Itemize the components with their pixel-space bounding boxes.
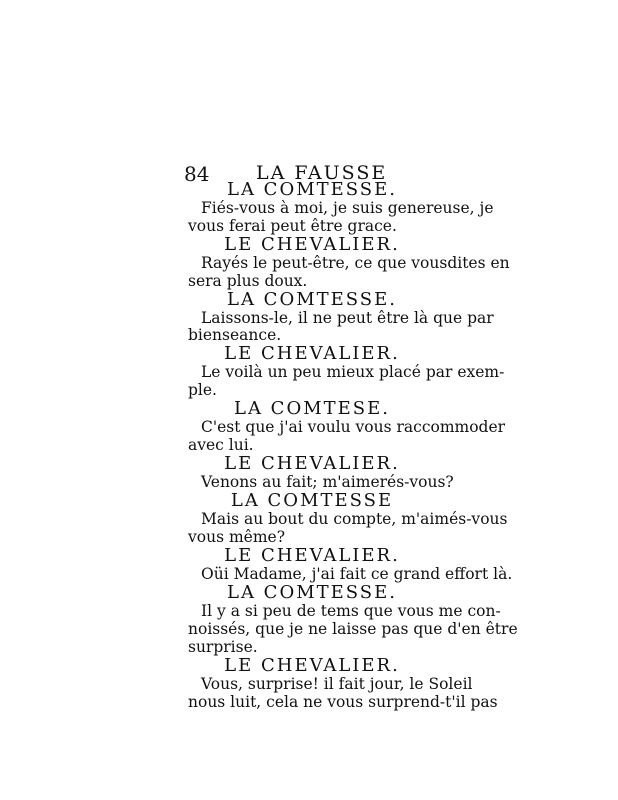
speaker-name: LA COMTESSE. [227, 582, 397, 603]
speaker-name: LA COMTESSE. [227, 289, 397, 310]
running-title: LA FAUSSE [256, 162, 388, 184]
speaker-name: LE CHEVALIER. [224, 234, 400, 255]
dialogue-line: Mais au bout du compte, m'aimés-vous [201, 510, 508, 528]
dialogue-line: nous luit, cela ne vous surprend-t'il pas [188, 693, 498, 711]
dialogue-line: vous ferai peut être grace. [188, 217, 397, 235]
dialogue-line: Il y a si peu de tems que vous me con- [201, 602, 501, 620]
dialogue-line: C'est que j'ai voulu vous raccommoder [201, 418, 506, 436]
dialogue-line: bienseance. [188, 326, 282, 344]
dialogue-line: Le voilà un peu mieux placé par exem- [201, 363, 505, 381]
dialogue-line: surprise. [188, 638, 258, 656]
dialogue-line: noissés, que je ne laisse pas que d'en être [188, 620, 518, 638]
dialogue-line: Fiés-vous à moi, je suis genereuse, je [201, 199, 494, 217]
speaker-name: LA COMTESE. [234, 398, 390, 419]
dialogue-line: sera plus doux. [188, 272, 308, 290]
speaker-name: LE CHEVALIER. [224, 453, 400, 474]
speaker-name: LE CHEVALIER. [224, 545, 400, 566]
dialogue-line: avec lui. [188, 436, 254, 454]
speaker-name: LE CHEVALIER. [224, 343, 400, 364]
dialogue-line: Rayés le peut-être, ce que vousdites en [201, 254, 510, 272]
page-number: 84 [184, 162, 210, 186]
dialogue-line: Oüi Madame, j'ai fait ce grand effort là. [201, 565, 513, 583]
speaker-name: LA COMTESSE [230, 490, 394, 511]
dialogue-line: Laissons-le, il ne peut être là que par [201, 309, 494, 327]
dialogue-line: Vous, surprise! il fait jour, le Soleil [201, 675, 473, 693]
speaker-name: LE CHEVALIER. [224, 655, 400, 676]
speaker-name: LA COMTESSE. [227, 179, 397, 200]
dialogue-line: ple. [188, 381, 217, 399]
dialogue-line: vous même? [188, 528, 286, 546]
dialogue-line: Venons au fait; m'aimerés-vous? [201, 473, 454, 491]
